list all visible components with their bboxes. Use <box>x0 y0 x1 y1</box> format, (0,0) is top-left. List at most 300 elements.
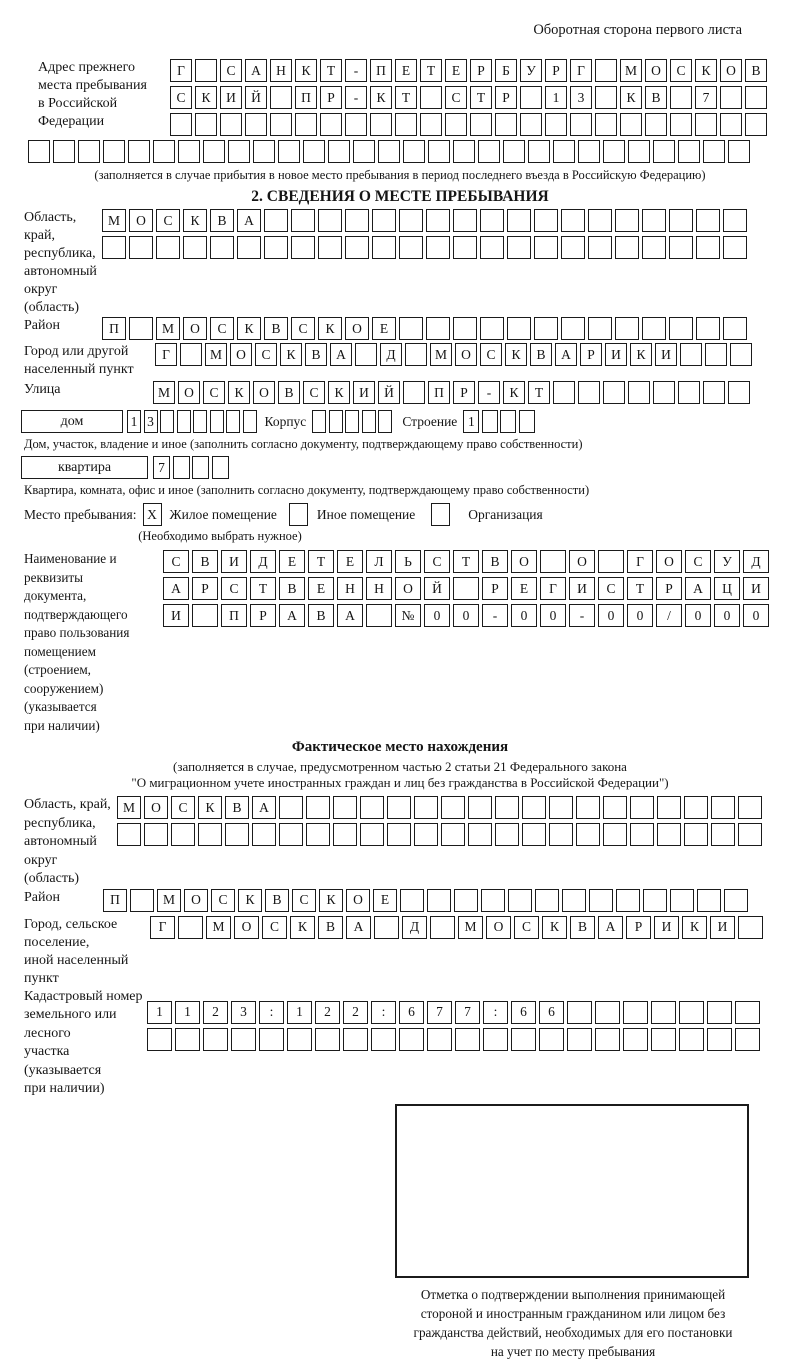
char-cell[interactable] <box>745 86 767 109</box>
char-cell[interactable] <box>210 410 224 433</box>
char-cell[interactable]: О <box>230 343 252 366</box>
char-cell[interactable] <box>481 889 505 912</box>
char-cell[interactable] <box>395 113 417 136</box>
char-cell[interactable] <box>528 140 550 163</box>
char-cell[interactable]: 0 <box>598 604 624 627</box>
char-cell[interactable] <box>545 113 567 136</box>
char-cell[interactable]: В <box>645 86 667 109</box>
char-cell[interactable]: К <box>503 381 525 404</box>
char-cell[interactable] <box>420 86 442 109</box>
char-cell[interactable]: Н <box>366 577 392 600</box>
char-cell[interactable] <box>399 317 423 340</box>
char-cell[interactable] <box>195 113 217 136</box>
char-cell[interactable]: - <box>482 604 508 627</box>
char-cell[interactable] <box>210 236 234 259</box>
char-cell[interactable] <box>728 140 750 163</box>
char-cell[interactable]: С <box>221 577 247 600</box>
char-cell[interactable] <box>588 236 612 259</box>
char-cell[interactable] <box>156 236 180 259</box>
char-cell[interactable]: С <box>163 550 189 573</box>
char-cell[interactable] <box>738 796 762 819</box>
char-cell[interactable]: К <box>630 343 652 366</box>
char-cell[interactable] <box>366 604 392 627</box>
char-cell[interactable]: Р <box>495 86 517 109</box>
char-cell[interactable]: С <box>292 889 316 912</box>
char-cell[interactable]: Р <box>453 381 475 404</box>
char-cell[interactable]: А <box>685 577 711 600</box>
char-cell[interactable] <box>595 86 617 109</box>
char-cell[interactable] <box>628 140 650 163</box>
char-cell[interactable] <box>669 317 693 340</box>
char-cell[interactable]: 6 <box>399 1001 424 1024</box>
char-cell[interactable]: П <box>103 889 127 912</box>
char-cell[interactable] <box>178 140 200 163</box>
char-cell[interactable] <box>103 140 125 163</box>
char-cell[interactable]: М <box>206 916 231 939</box>
char-cell[interactable]: В <box>225 796 249 819</box>
char-cell[interactable]: В <box>305 343 327 366</box>
apartment-widebox[interactable]: квартира <box>21 456 148 479</box>
char-cell[interactable]: К <box>695 59 717 82</box>
char-cell[interactable]: М <box>458 916 483 939</box>
char-cell[interactable] <box>374 916 399 939</box>
char-cell[interactable]: Д <box>250 550 276 573</box>
char-cell[interactable] <box>399 236 423 259</box>
char-cell[interactable] <box>720 113 742 136</box>
char-cell[interactable] <box>711 823 735 846</box>
char-cell[interactable] <box>643 889 667 912</box>
char-cell[interactable] <box>723 236 747 259</box>
char-cell[interactable] <box>549 823 573 846</box>
char-cell[interactable] <box>343 1028 368 1051</box>
char-cell[interactable]: 0 <box>511 604 537 627</box>
char-cell[interactable]: П <box>428 381 450 404</box>
char-cell[interactable]: К <box>228 381 250 404</box>
char-cell[interactable]: Р <box>320 86 342 109</box>
char-cell[interactable] <box>362 410 376 433</box>
char-cell[interactable] <box>651 1028 676 1051</box>
char-cell[interactable]: А <box>252 796 276 819</box>
char-cell[interactable] <box>291 236 315 259</box>
char-cell[interactable] <box>567 1028 592 1051</box>
char-cell[interactable] <box>175 1028 200 1051</box>
char-cell[interactable]: И <box>353 381 375 404</box>
char-cell[interactable]: К <box>183 209 207 232</box>
char-cell[interactable]: Д <box>402 916 427 939</box>
char-cell[interactable] <box>620 113 642 136</box>
char-cell[interactable] <box>561 236 585 259</box>
char-cell[interactable]: Е <box>445 59 467 82</box>
char-cell[interactable]: И <box>743 577 769 600</box>
char-cell[interactable] <box>670 113 692 136</box>
char-cell[interactable] <box>478 140 500 163</box>
char-cell[interactable] <box>534 317 558 340</box>
char-cell[interactable]: С <box>171 796 195 819</box>
char-cell[interactable]: О <box>346 889 370 912</box>
char-cell[interactable]: О <box>569 550 595 573</box>
char-cell[interactable]: О <box>395 577 421 600</box>
char-cell[interactable] <box>193 410 207 433</box>
char-cell[interactable] <box>615 209 639 232</box>
char-cell[interactable]: А <box>598 916 623 939</box>
char-cell[interactable] <box>540 550 566 573</box>
char-cell[interactable]: Р <box>250 604 276 627</box>
char-cell[interactable] <box>279 796 303 819</box>
char-cell[interactable]: В <box>192 550 218 573</box>
char-cell[interactable]: 7 <box>427 1001 452 1024</box>
house-widebox[interactable]: дом <box>21 410 123 433</box>
char-cell[interactable]: К <box>682 916 707 939</box>
char-cell[interactable] <box>370 113 392 136</box>
char-cell[interactable]: 1 <box>127 410 141 433</box>
char-cell[interactable]: И <box>605 343 627 366</box>
char-cell[interactable] <box>371 1028 396 1051</box>
char-cell[interactable]: А <box>163 577 189 600</box>
char-cell[interactable] <box>519 410 535 433</box>
char-cell[interactable] <box>318 236 342 259</box>
char-cell[interactable]: Т <box>470 86 492 109</box>
char-cell[interactable]: И <box>220 86 242 109</box>
char-cell[interactable] <box>102 236 126 259</box>
char-cell[interactable]: 1 <box>545 86 567 109</box>
char-cell[interactable] <box>578 381 600 404</box>
char-cell[interactable] <box>333 796 357 819</box>
char-cell[interactable]: В <box>210 209 234 232</box>
char-cell[interactable] <box>353 140 375 163</box>
char-cell[interactable]: : <box>483 1001 508 1024</box>
char-cell[interactable] <box>738 823 762 846</box>
char-cell[interactable] <box>595 1001 620 1024</box>
char-cell[interactable] <box>177 410 191 433</box>
char-cell[interactable] <box>678 140 700 163</box>
char-cell[interactable] <box>420 113 442 136</box>
char-cell[interactable] <box>495 823 519 846</box>
stay-checkbox-other-premises[interactable] <box>289 503 308 526</box>
char-cell[interactable] <box>171 823 195 846</box>
char-cell[interactable]: О <box>129 209 153 232</box>
char-cell[interactable] <box>426 317 450 340</box>
char-cell[interactable] <box>603 796 627 819</box>
char-cell[interactable] <box>535 889 559 912</box>
char-cell[interactable]: А <box>346 916 371 939</box>
char-cell[interactable] <box>669 209 693 232</box>
char-cell[interactable] <box>695 113 717 136</box>
char-cell[interactable] <box>253 140 275 163</box>
char-cell[interactable] <box>426 236 450 259</box>
char-cell[interactable]: Г <box>150 916 175 939</box>
char-cell[interactable]: Е <box>279 550 305 573</box>
char-cell[interactable] <box>453 236 477 259</box>
char-cell[interactable] <box>400 889 424 912</box>
char-cell[interactable]: А <box>245 59 267 82</box>
char-cell[interactable]: Р <box>656 577 682 600</box>
char-cell[interactable] <box>503 140 525 163</box>
char-cell[interactable] <box>270 86 292 109</box>
char-cell[interactable]: С <box>291 317 315 340</box>
char-cell[interactable] <box>173 456 190 479</box>
char-cell[interactable]: С <box>685 550 711 573</box>
char-cell[interactable] <box>642 236 666 259</box>
char-cell[interactable] <box>291 209 315 232</box>
char-cell[interactable] <box>414 823 438 846</box>
char-cell[interactable] <box>468 796 492 819</box>
char-cell[interactable] <box>483 1028 508 1051</box>
char-cell[interactable] <box>315 1028 340 1051</box>
char-cell[interactable]: О <box>178 381 200 404</box>
char-cell[interactable] <box>520 113 542 136</box>
char-cell[interactable]: У <box>520 59 542 82</box>
char-cell[interactable] <box>711 796 735 819</box>
char-cell[interactable] <box>539 1028 564 1051</box>
char-cell[interactable] <box>195 59 217 82</box>
char-cell[interactable]: 0 <box>424 604 450 627</box>
char-cell[interactable]: 0 <box>453 604 479 627</box>
char-cell[interactable] <box>598 550 624 573</box>
char-cell[interactable] <box>237 236 261 259</box>
char-cell[interactable]: Е <box>308 577 334 600</box>
char-cell[interactable]: 7 <box>455 1001 480 1024</box>
char-cell[interactable]: М <box>157 889 181 912</box>
char-cell[interactable] <box>259 1028 284 1051</box>
char-cell[interactable] <box>454 889 478 912</box>
char-cell[interactable]: Г <box>155 343 177 366</box>
char-cell[interactable]: Т <box>320 59 342 82</box>
char-cell[interactable] <box>645 113 667 136</box>
char-cell[interactable]: У <box>714 550 740 573</box>
char-cell[interactable] <box>728 381 750 404</box>
char-cell[interactable]: 0 <box>714 604 740 627</box>
char-cell[interactable] <box>507 236 531 259</box>
char-cell[interactable] <box>312 410 326 433</box>
char-cell[interactable]: П <box>295 86 317 109</box>
char-cell[interactable]: С <box>220 59 242 82</box>
char-cell[interactable]: С <box>514 916 539 939</box>
char-cell[interactable]: А <box>279 604 305 627</box>
char-cell[interactable]: О <box>144 796 168 819</box>
char-cell[interactable] <box>669 236 693 259</box>
char-cell[interactable] <box>306 823 330 846</box>
char-cell[interactable]: Й <box>245 86 267 109</box>
char-cell[interactable]: Н <box>337 577 363 600</box>
char-cell[interactable]: Р <box>482 577 508 600</box>
char-cell[interactable] <box>78 140 100 163</box>
char-cell[interactable]: : <box>371 1001 396 1024</box>
char-cell[interactable]: С <box>255 343 277 366</box>
char-cell[interactable]: Р <box>470 59 492 82</box>
char-cell[interactable] <box>653 381 675 404</box>
char-cell[interactable] <box>453 577 479 600</box>
char-cell[interactable] <box>707 1001 732 1024</box>
char-cell[interactable]: В <box>265 889 289 912</box>
char-cell[interactable]: Д <box>743 550 769 573</box>
char-cell[interactable]: Ь <box>395 550 421 573</box>
char-cell[interactable]: М <box>156 317 180 340</box>
char-cell[interactable] <box>279 823 303 846</box>
char-cell[interactable]: О <box>511 550 537 573</box>
char-cell[interactable]: К <box>370 86 392 109</box>
char-cell[interactable]: О <box>656 550 682 573</box>
char-cell[interactable]: И <box>221 550 247 573</box>
char-cell[interactable]: К <box>318 317 342 340</box>
char-cell[interactable]: / <box>656 604 682 627</box>
char-cell[interactable]: М <box>620 59 642 82</box>
char-cell[interactable] <box>595 1028 620 1051</box>
char-cell[interactable] <box>653 140 675 163</box>
char-cell[interactable]: 3 <box>144 410 158 433</box>
char-cell[interactable]: 6 <box>511 1001 536 1024</box>
char-cell[interactable] <box>455 1028 480 1051</box>
char-cell[interactable] <box>117 823 141 846</box>
char-cell[interactable] <box>153 140 175 163</box>
char-cell[interactable]: Е <box>395 59 417 82</box>
char-cell[interactable] <box>495 796 519 819</box>
char-cell[interactable] <box>670 86 692 109</box>
char-cell[interactable]: Г <box>170 59 192 82</box>
char-cell[interactable] <box>723 209 747 232</box>
char-cell[interactable]: 3 <box>570 86 592 109</box>
char-cell[interactable]: М <box>430 343 452 366</box>
char-cell[interactable] <box>705 343 727 366</box>
char-cell[interactable]: - <box>569 604 595 627</box>
char-cell[interactable] <box>720 86 742 109</box>
char-cell[interactable] <box>345 209 369 232</box>
char-cell[interactable] <box>329 410 343 433</box>
char-cell[interactable] <box>703 381 725 404</box>
char-cell[interactable] <box>570 113 592 136</box>
char-cell[interactable] <box>730 343 752 366</box>
char-cell[interactable] <box>578 140 600 163</box>
char-cell[interactable] <box>561 317 585 340</box>
char-cell[interactable]: С <box>480 343 502 366</box>
char-cell[interactable] <box>453 317 477 340</box>
char-cell[interactable] <box>697 889 721 912</box>
char-cell[interactable] <box>630 823 654 846</box>
char-cell[interactable] <box>595 59 617 82</box>
char-cell[interactable] <box>220 113 242 136</box>
char-cell[interactable] <box>615 317 639 340</box>
char-cell[interactable] <box>576 823 600 846</box>
char-cell[interactable] <box>306 796 330 819</box>
char-cell[interactable] <box>738 916 763 939</box>
char-cell[interactable]: Т <box>453 550 479 573</box>
char-cell[interactable]: Т <box>395 86 417 109</box>
char-cell[interactable]: И <box>654 916 679 939</box>
char-cell[interactable] <box>430 916 455 939</box>
char-cell[interactable] <box>707 1028 732 1051</box>
char-cell[interactable] <box>696 317 720 340</box>
char-cell[interactable]: П <box>221 604 247 627</box>
char-cell[interactable] <box>264 209 288 232</box>
char-cell[interactable]: О <box>234 916 259 939</box>
char-cell[interactable] <box>441 823 465 846</box>
char-cell[interactable] <box>553 140 575 163</box>
char-cell[interactable] <box>225 823 249 846</box>
char-cell[interactable] <box>480 209 504 232</box>
char-cell[interactable] <box>387 796 411 819</box>
char-cell[interactable]: В <box>279 577 305 600</box>
char-cell[interactable] <box>345 236 369 259</box>
char-cell[interactable]: С <box>598 577 624 600</box>
char-cell[interactable] <box>130 889 154 912</box>
char-cell[interactable]: 6 <box>539 1001 564 1024</box>
char-cell[interactable] <box>129 236 153 259</box>
char-cell[interactable] <box>228 140 250 163</box>
char-cell[interactable]: С <box>156 209 180 232</box>
char-cell[interactable]: - <box>478 381 500 404</box>
char-cell[interactable]: К <box>198 796 222 819</box>
char-cell[interactable]: 1 <box>175 1001 200 1024</box>
char-cell[interactable]: К <box>290 916 315 939</box>
char-cell[interactable] <box>387 823 411 846</box>
char-cell[interactable] <box>679 1001 704 1024</box>
char-cell[interactable]: К <box>319 889 343 912</box>
char-cell[interactable] <box>180 343 202 366</box>
char-cell[interactable] <box>495 113 517 136</box>
char-cell[interactable]: Й <box>378 381 400 404</box>
char-cell[interactable]: С <box>303 381 325 404</box>
char-cell[interactable] <box>468 823 492 846</box>
char-cell[interactable] <box>628 381 650 404</box>
char-cell[interactable]: Г <box>627 550 653 573</box>
char-cell[interactable] <box>623 1028 648 1051</box>
char-cell[interactable] <box>507 317 531 340</box>
char-cell[interactable]: Е <box>372 317 396 340</box>
char-cell[interactable]: А <box>555 343 577 366</box>
char-cell[interactable]: Б <box>495 59 517 82</box>
char-cell[interactable] <box>427 1028 452 1051</box>
char-cell[interactable] <box>147 1028 172 1051</box>
char-cell[interactable] <box>480 317 504 340</box>
char-cell[interactable] <box>428 140 450 163</box>
char-cell[interactable]: В <box>278 381 300 404</box>
char-cell[interactable] <box>703 140 725 163</box>
char-cell[interactable]: П <box>370 59 392 82</box>
char-cell[interactable] <box>170 113 192 136</box>
char-cell[interactable]: В <box>570 916 595 939</box>
char-cell[interactable] <box>203 1028 228 1051</box>
char-cell[interactable] <box>226 410 240 433</box>
char-cell[interactable] <box>192 604 218 627</box>
char-cell[interactable] <box>278 140 300 163</box>
char-cell[interactable] <box>243 410 257 433</box>
char-cell[interactable]: С <box>445 86 467 109</box>
char-cell[interactable]: 0 <box>685 604 711 627</box>
char-cell[interactable]: 0 <box>627 604 653 627</box>
char-cell[interactable]: 2 <box>343 1001 368 1024</box>
char-cell[interactable] <box>549 796 573 819</box>
char-cell[interactable] <box>129 317 153 340</box>
char-cell[interactable] <box>670 889 694 912</box>
char-cell[interactable] <box>745 113 767 136</box>
char-cell[interactable] <box>128 140 150 163</box>
char-cell[interactable] <box>562 889 586 912</box>
char-cell[interactable]: 7 <box>153 456 170 479</box>
char-cell[interactable]: Т <box>528 381 550 404</box>
char-cell[interactable]: С <box>170 86 192 109</box>
char-cell[interactable]: К <box>280 343 302 366</box>
char-cell[interactable]: К <box>542 916 567 939</box>
char-cell[interactable] <box>270 113 292 136</box>
char-cell[interactable] <box>320 113 342 136</box>
char-cell[interactable]: Л <box>366 550 392 573</box>
char-cell[interactable]: М <box>153 381 175 404</box>
char-cell[interactable]: П <box>102 317 126 340</box>
char-cell[interactable]: Р <box>545 59 567 82</box>
char-cell[interactable] <box>231 1028 256 1051</box>
char-cell[interactable]: М <box>205 343 227 366</box>
char-cell[interactable]: Н <box>270 59 292 82</box>
char-cell[interactable] <box>426 209 450 232</box>
